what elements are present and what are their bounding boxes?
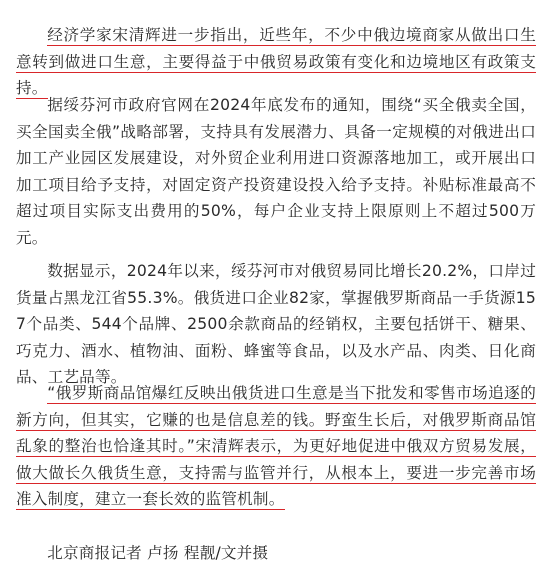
paragraph-3: 数据显示，2024年以来，绥芬河市对俄贸易同比增长20.2%，口岸过货量占黑龙江省55.3%。俄货进口企业82家，掌握俄罗斯商品一手货源157个品类、544个品牌、2500余款商品的经销权，主要包括饼干、糖果、巧克力、酒水、植物油、面粉、蜂蜜等食品，以及水产品、肉类、日化商品、工艺品等。 xyxy=(16,262,536,386)
highlighted-text-4: “俄罗斯商品馆爆红反映出俄货进口生意是当下批发和零售市场追逐的新方向，但其实，它赚的也是信息差的钱。野蛮生长后，对俄罗斯商品馆乱象的整治也恰逢其时。”宋清辉表示，为更好地促进中俄双方贸易发展，做大做长久俄货生意，支持需与监管并行，从根本上，要进一步完善市场准入制度，建立一套长效的监管机制。 xyxy=(16,384,536,508)
paragraph-1 xyxy=(16,22,536,102)
paragraph-2: 据绥芬河市政府官网在2024年底发布的通知，围绕“买全俄卖全国，买全国卖全俄”战略部署，支持具有发展潜力、具备一定规模的对俄进出口加工产业园区发展建设，对外贸企业利用进口资源落地加工，或开展出口加工项目给予支持，对固定资产投资建设投入给予支持。补贴标准最高不超过项目实际支出费用的50%，每户企业支持上限原则上不超过500万元。 xyxy=(16,96,536,247)
byline: 北京商报记者 卢扬 程靓/文并摄 xyxy=(47,544,269,562)
highlighted-text-1: 经济学家宋清辉进一步指出，近些年，不少中俄边境商家从做出口生意转到做进口生意，主要得益于中俄贸易政策有变化和边境地区有政策支持。 xyxy=(16,26,536,97)
paragraph-4 xyxy=(16,380,536,513)
